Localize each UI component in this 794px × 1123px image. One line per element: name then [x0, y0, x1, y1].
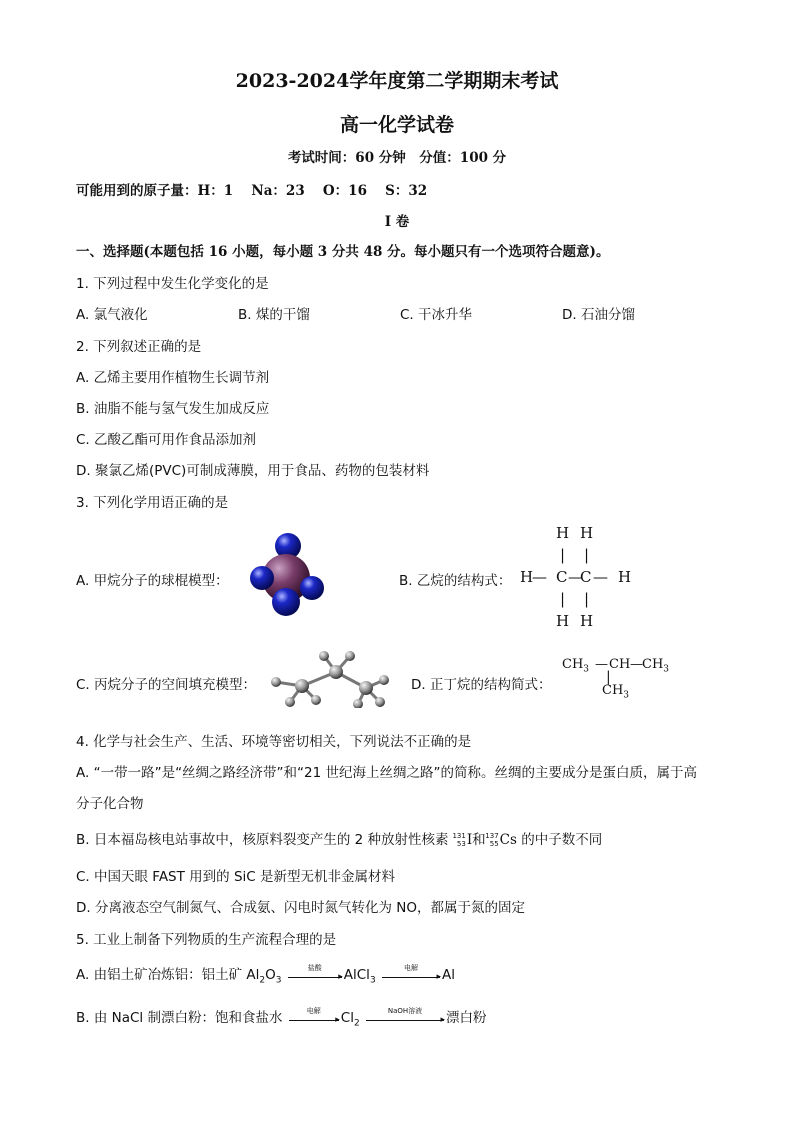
q4-option-a-line2: 分子化合物	[76, 796, 144, 812]
ch-group: CH	[609, 657, 631, 672]
atom-h: H	[580, 524, 594, 542]
bond: —	[630, 657, 643, 672]
bond: —	[593, 568, 608, 586]
bond: —	[568, 568, 583, 586]
q3-option-a: A. 甲烷分子的球棍模型：	[76, 573, 229, 589]
q3-option-d: D. 正丁烷的结构简式：	[411, 677, 552, 693]
q4-b-text: B. 日本福岛核电站事故中，核原料裂变产生的 2 种放射性核素	[76, 832, 453, 848]
reaction-arrow: 盐酸 ▸	[288, 973, 342, 978]
q4-option-d: D. 分离液态空气制氮气、合成氨、闪电时氮气转化为 NO，都属于氮的固定	[76, 900, 525, 916]
q2-option-c: C. 乙酸乙酯可用作食品添加剂	[76, 432, 257, 448]
q1-stem: 1. 下列过程中发生化学变化的是	[76, 276, 269, 292]
ch3-group: $CH_3$	[642, 657, 670, 675]
q2-option-b: B. 油脂不能与氢气发生加成反应	[76, 401, 270, 417]
nuclide-cs137: 137 55	[485, 832, 499, 848]
nuclide-i131: 131 53	[452, 832, 466, 848]
atom-c: C	[580, 568, 592, 586]
bond: |	[584, 590, 590, 608]
atom-h: H	[580, 612, 594, 630]
q2-option-a: A. 乙烯主要用作植物生长调节剂	[76, 370, 270, 386]
atomic-masses: 可能用到的原子量：H：1 Na：23 O：16 S：32	[76, 183, 428, 199]
bond: —	[532, 568, 547, 586]
ch3-group: $CH_3$	[602, 683, 630, 701]
q1-option-a: A. 氯气液化	[76, 307, 148, 323]
q2-stem: 2. 下列叙述正确的是	[76, 339, 202, 355]
ethane-structural-formula	[520, 524, 640, 634]
reaction-arrow: 电解 ▸	[289, 1016, 339, 1021]
q4-option-a-line1: A. “一带一路”是“丝绸之路经济带”和“21 世纪海上丝绸之路”的简称。丝绸的主要成分是蛋白质，属于高	[76, 765, 698, 781]
q4-option-c: C. 中国天眼 FAST 用到的 SiC 是新型无机非金属材料	[76, 869, 395, 885]
q5-stem: 5. 工业上制备下列物质的生产流程合理的是	[76, 932, 337, 948]
reaction-arrow: NaOH溶液 ▸	[366, 1016, 444, 1021]
q3-option-b: B. 乙烷的结构式：	[399, 573, 512, 589]
ch3-group: $CH_3$	[562, 657, 590, 675]
butane-condensed-formula	[562, 655, 674, 705]
q3-stem: 3. 下列化学用语正确的是	[76, 495, 229, 511]
q1-option-d: D. 石油分馏	[562, 307, 635, 323]
bond: |	[560, 590, 566, 608]
q5-option-a: A. 由铝土矿冶炼铝：铝土矿 $Al_2O_3$ 盐酸 ▸ AlCl$_3$ 电解 ▸ Al	[76, 963, 455, 986]
bond: |	[560, 546, 566, 564]
exam-info: 考试时间：60 分钟 分值：100 分	[287, 150, 507, 166]
q2-option-d: D. 聚氯乙烯(PVC)可制成薄膜，用于食品、药物的包装材料	[76, 463, 430, 479]
atom-h: H	[556, 612, 570, 630]
volume-label: I 卷	[384, 214, 410, 230]
q4-option-b: B. 日本福岛核电站事故中，核原料裂变产生的 2 种放射性核素 131 53 I和 137 55 Cs 的中子数不同	[76, 832, 603, 848]
propane-model	[262, 646, 397, 708]
atom-h: H	[618, 568, 632, 586]
section-heading: 一、选择题(本题包括 16 小题，每小题 3 分共 48 分。每小题只有一个选项符合题意)。	[76, 244, 610, 260]
q4-stem: 4. 化学与社会生产、生活、环境等密切相关，下列说法不正确的是	[76, 734, 472, 750]
bond: |	[606, 669, 611, 685]
atom-h: H	[520, 568, 534, 586]
methane-ball-stick-model	[244, 530, 328, 620]
exam-title: 2023-2024学年度第二学期期末考试	[235, 70, 559, 92]
bond: |	[584, 546, 590, 564]
exam-subtitle: 高一化学试卷	[339, 114, 454, 136]
bond: —	[595, 657, 608, 672]
atom-h: H	[556, 524, 570, 542]
q5-option-b: B. 由 NaCl 制漂白粉：饱和食盐水 电解 ▸ $Cl_2$ NaOH溶液 ▸ 漂白粉	[76, 1006, 487, 1029]
q3-option-c: C. 丙烷分子的空间填充模型：	[76, 677, 257, 693]
q1-option-b: B. 煤的干馏	[238, 307, 310, 323]
reaction-arrow: 电解 ▸	[382, 973, 440, 978]
q1-option-c: C. 干冰升华	[400, 307, 473, 323]
atom-c: C	[556, 568, 568, 586]
